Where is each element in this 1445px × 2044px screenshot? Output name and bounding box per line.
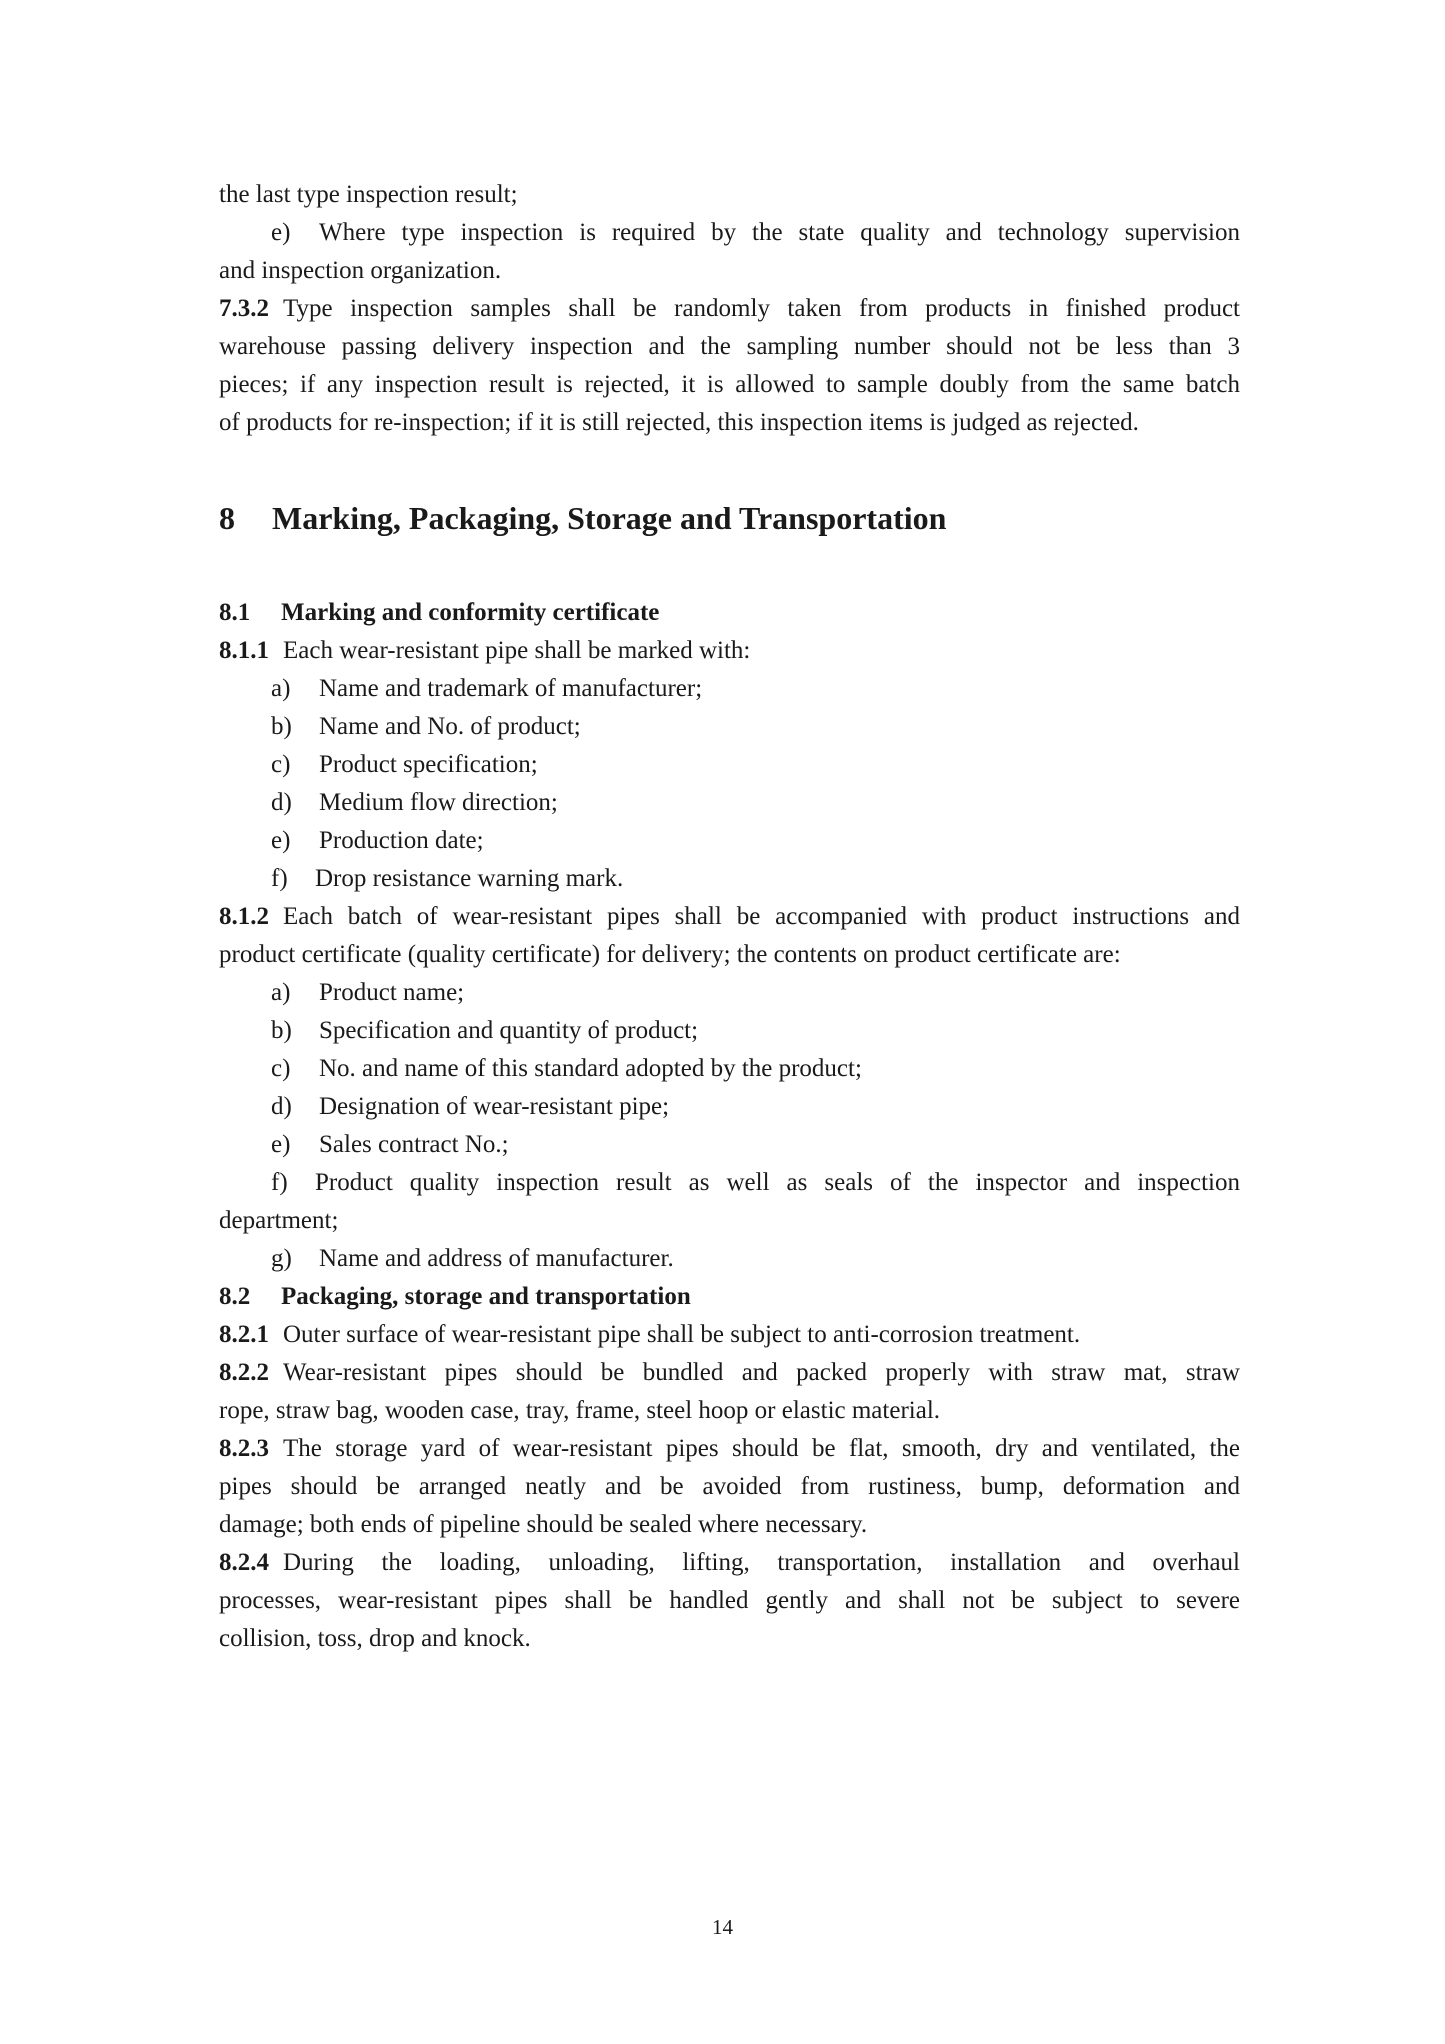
list-text: Where type inspection is required by the state quality and technology supervision <box>319 219 1240 246</box>
clause-number: 7.3.2 <box>219 295 269 322</box>
list-text: Specification and quantity of product; <box>319 1017 699 1044</box>
list-text: Medium flow direction; <box>319 789 558 816</box>
clause-text: Outer surface of wear-resistant pipe shall be subject to anti-corrosion treatment. <box>283 1321 1081 1348</box>
list-item-g <box>219 1240 1240 1278</box>
list-item <box>219 1088 1240 1126</box>
subsection-heading-8-2 <box>219 1278 1240 1316</box>
list-item <box>219 670 1240 708</box>
list-item <box>219 1126 1240 1164</box>
clause-text-line: of products for re-inspection; if it is still rejected, this inspection items is judged as rejected. <box>219 409 1139 436</box>
list-text: Product quality inspection result as well as seals of the inspector and inspection <box>315 1169 1240 1196</box>
list-item <box>219 1050 1240 1088</box>
page-number: 14 <box>712 1915 733 1939</box>
subsection-title: Marking and conformity certificate <box>281 599 660 626</box>
list-label: a) <box>271 675 291 702</box>
section-number: 8 <box>219 500 235 536</box>
list-label: d) <box>271 1093 292 1120</box>
clause-text: During the loading, unloading, lifting, transportation, installation and overhaul <box>283 1549 1240 1576</box>
subsection-number: 8.1 <box>219 599 251 626</box>
list-label: g) <box>271 1245 292 1272</box>
list-text: Product name; <box>319 979 465 1006</box>
clause-number: 8.1.2 <box>219 903 269 930</box>
subsection-title: Packaging, storage and transportation <box>281 1283 691 1310</box>
clause-8-2-1 <box>219 1316 1240 1354</box>
section-heading <box>219 499 1240 537</box>
clause-7-3-2 <box>219 290 1240 328</box>
list-item-f <box>219 1164 1240 1202</box>
list-label: c) <box>271 1055 291 1082</box>
list-item <box>219 1012 1240 1050</box>
subsection-number: 8.2 <box>219 1283 251 1310</box>
clause-8-1-1 <box>219 632 1240 670</box>
list-label: e) <box>271 827 291 854</box>
list-item-continuation: department; <box>219 1207 339 1234</box>
clause-text: Wear-resistant pipes should be bundled and packed properly with straw mat, straw <box>283 1359 1240 1386</box>
clause-number: 8.2.2 <box>219 1359 269 1386</box>
clause-8-2-4 <box>219 1544 1240 1582</box>
clause-number: 8.1.1 <box>219 637 269 664</box>
list-item <box>219 746 1240 784</box>
list-item <box>219 708 1240 746</box>
list-text: Drop resistance warning mark. <box>315 865 624 892</box>
list-text: Product specification; <box>319 751 538 778</box>
list-item <box>219 822 1240 860</box>
list-item <box>219 974 1240 1012</box>
list-item <box>219 860 1240 898</box>
clause-text-line: pipes should be arranged neatly and be avoided from rustiness, bump, deformation and <box>219 1473 1240 1500</box>
list-item-e <box>219 214 1240 252</box>
list-label: c) <box>271 751 291 778</box>
clause-number: 8.2.4 <box>219 1549 269 1576</box>
clause-8-2-3 <box>219 1430 1240 1468</box>
clause-text: Each wear-resistant pipe shall be marked with: <box>283 637 751 664</box>
clause-text-line: warehouse passing delivery inspection and the sampling number should not be less than 3 <box>219 333 1240 360</box>
page-content <box>219 176 1240 1658</box>
clause-8-1-2 <box>219 898 1240 936</box>
clause-text-line: damage; both ends of pipeline should be sealed where necessary. <box>219 1511 868 1538</box>
list-label: b) <box>271 1017 292 1044</box>
list-text: Sales contract No.; <box>319 1131 509 1158</box>
clause-8-2-2 <box>219 1354 1240 1392</box>
list-label: f) <box>271 865 288 892</box>
list-label: a) <box>271 979 291 1006</box>
clause-number: 8.2.3 <box>219 1435 269 1462</box>
list-text: Production date; <box>319 827 484 854</box>
section-title: Marking, Packaging, Storage and Transportation <box>272 500 947 536</box>
clause-text-line: rope, straw bag, wooden case, tray, frame, steel hoop or elastic material. <box>219 1397 941 1424</box>
clause-text: Each batch of wear-resistant pipes shall be accompanied with product instructions and <box>283 903 1240 930</box>
list-label: b) <box>271 713 292 740</box>
list-label: d) <box>271 789 292 816</box>
list-item <box>219 784 1240 822</box>
clause-text-line: collision, toss, drop and knock. <box>219 1625 531 1652</box>
list-text: Name and No. of product; <box>319 713 581 740</box>
clause-text: Type inspection samples shall be randomly taken from products in finished product <box>283 295 1240 322</box>
list-text: Name and trademark of manufacturer; <box>319 675 703 702</box>
subsection-heading-8-1 <box>219 594 1240 632</box>
list-label: e) <box>271 219 291 246</box>
intro-line: the last type inspection result; <box>219 181 518 208</box>
list-text: No. and name of this standard adopted by the product; <box>319 1055 862 1082</box>
clause-text-line: pieces; if any inspection result is rejected, it is allowed to sample doubly from the same batch <box>219 371 1240 398</box>
clause-text-line: processes, wear-resistant pipes shall be handled gently and shall not be subject to severe <box>219 1587 1240 1614</box>
list-text: Designation of wear-resistant pipe; <box>319 1093 670 1120</box>
list-label: f) <box>271 1169 288 1196</box>
list-label: e) <box>271 1131 291 1158</box>
list-item-continuation: and inspection organization. <box>219 257 502 284</box>
list-text: Name and address of manufacturer. <box>319 1245 674 1272</box>
clause-text-line: product certificate (quality certificate) for delivery; the contents on product certificate are: <box>219 941 1121 968</box>
clause-text: The storage yard of wear-resistant pipes should be flat, smooth, dry and ventilated, the <box>283 1435 1240 1462</box>
clause-number: 8.2.1 <box>219 1321 269 1348</box>
